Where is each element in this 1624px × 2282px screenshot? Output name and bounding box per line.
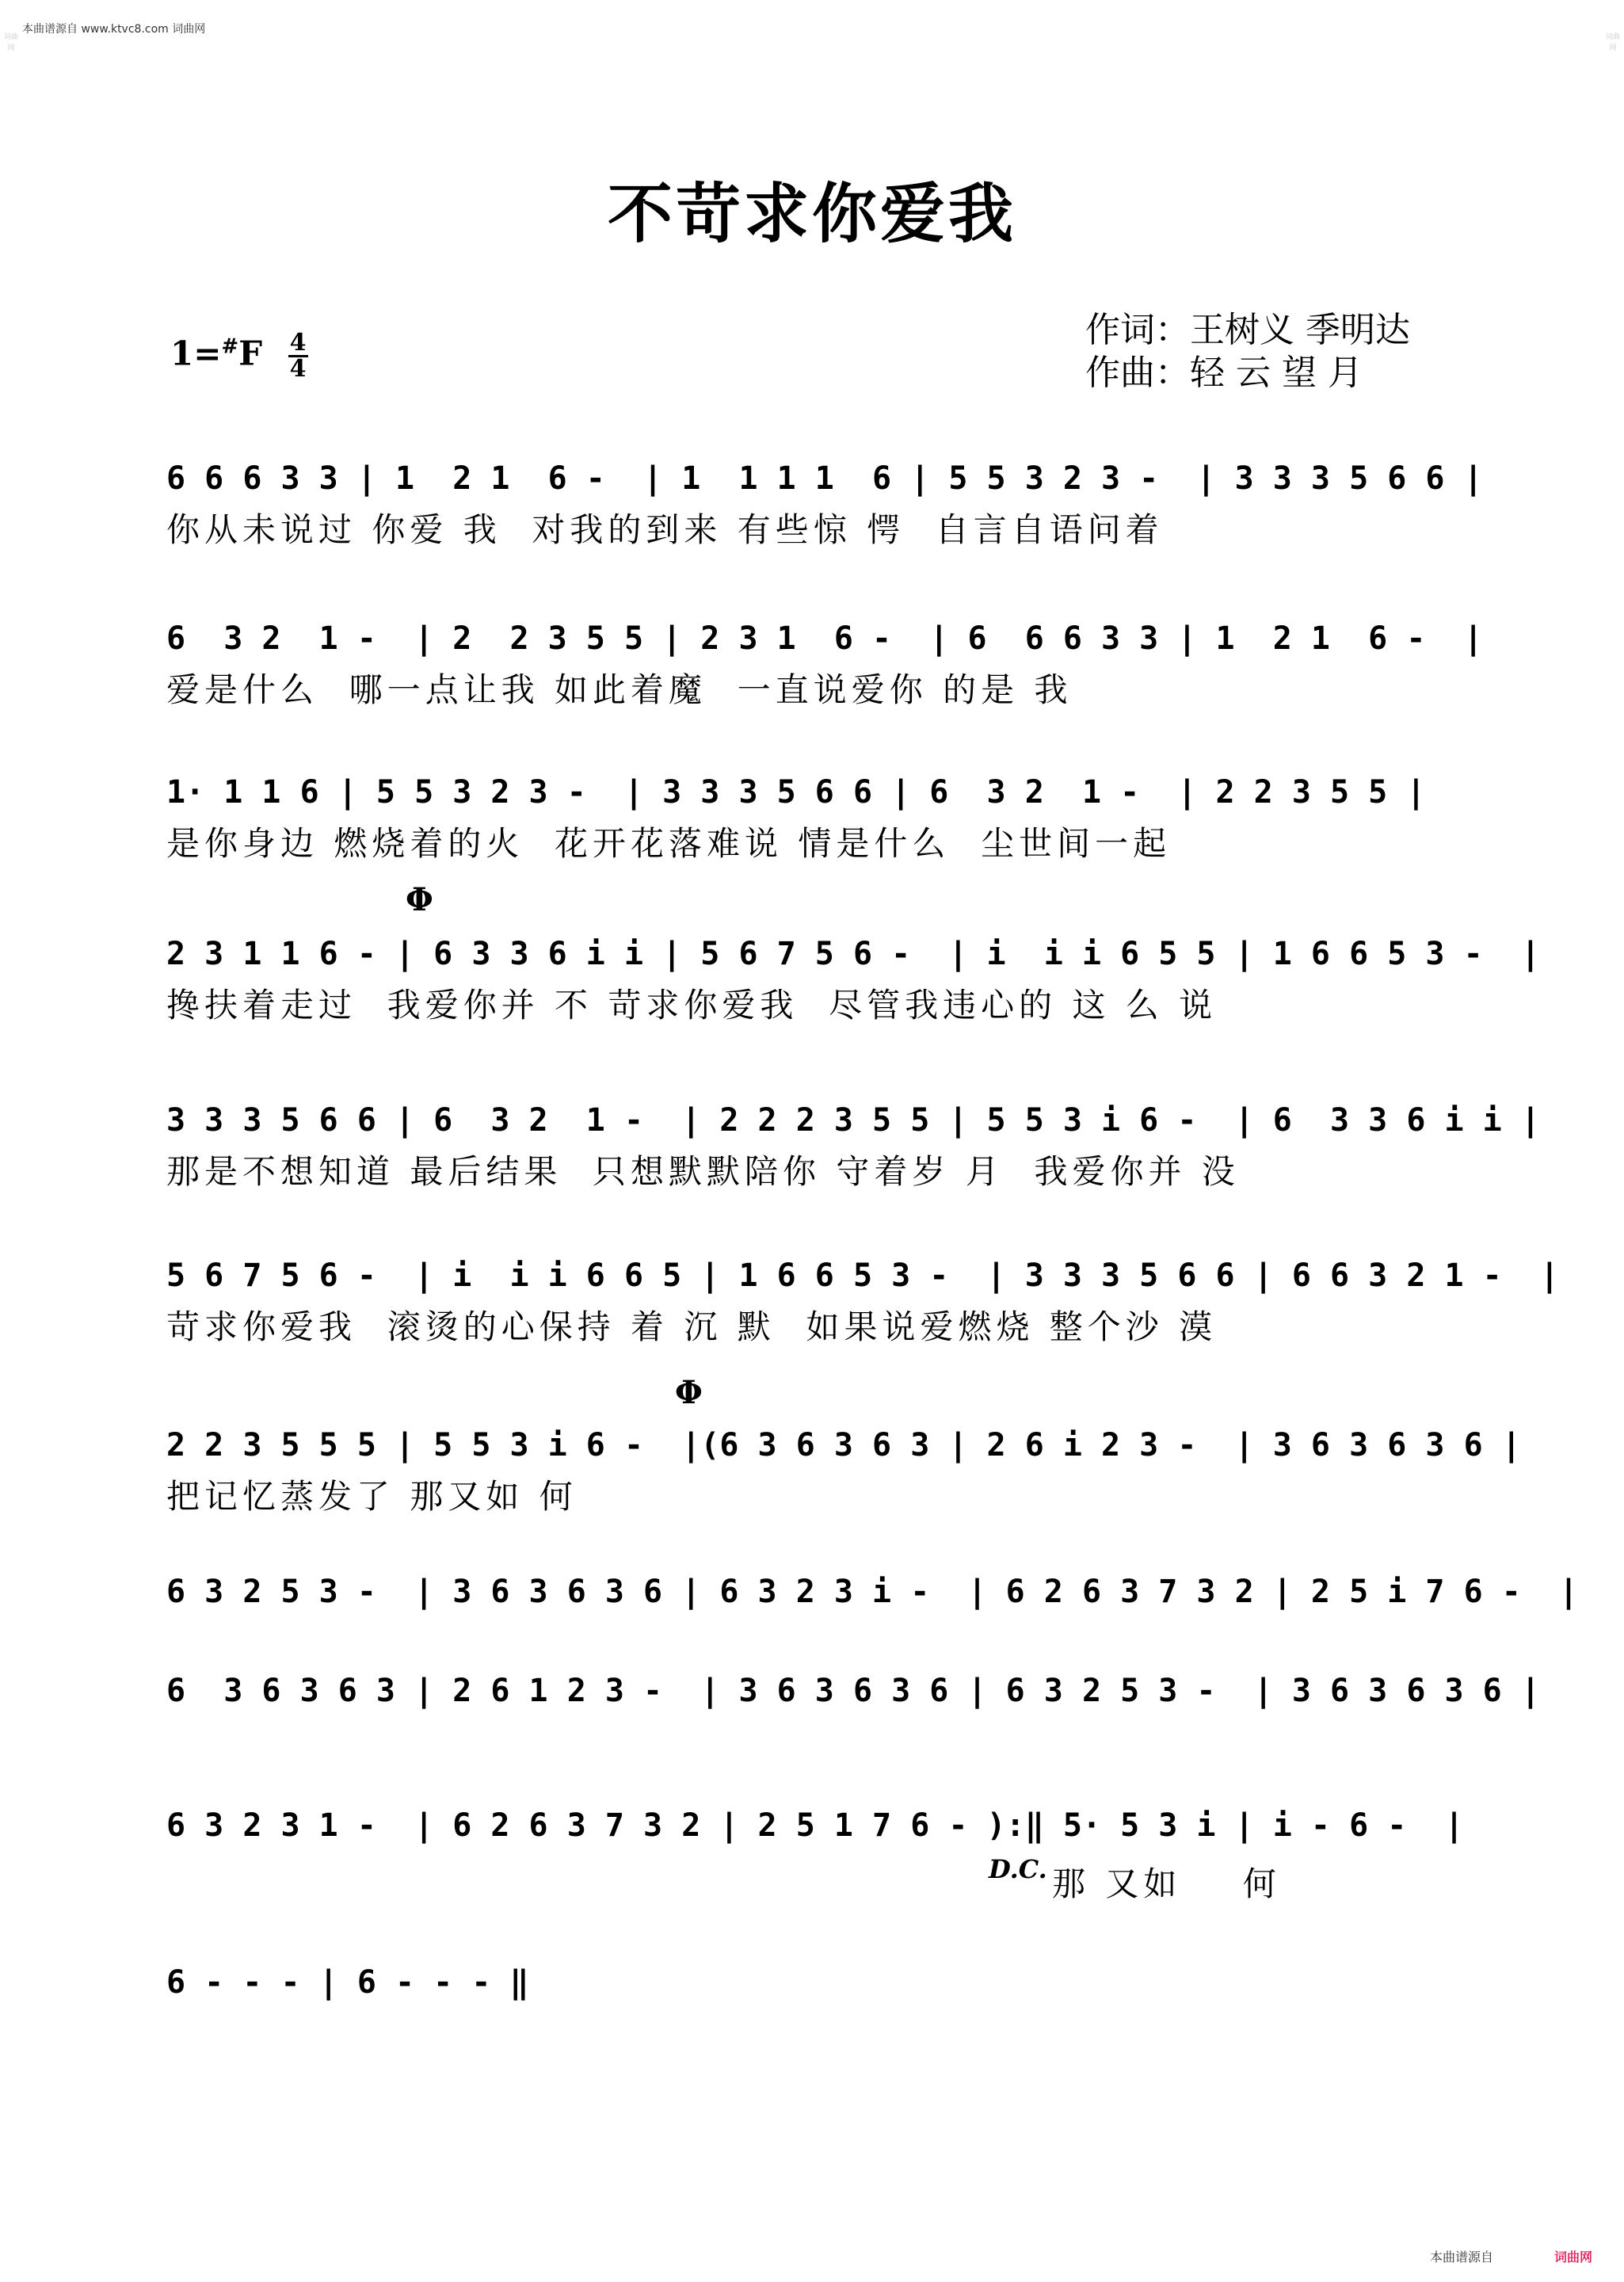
composer-credit: 作曲：轻 云 望 月 bbox=[1085, 353, 1363, 393]
footer-site-logo: 词曲网 bbox=[1554, 2250, 1593, 2265]
notation-line: 6 3 2 1 - | 2 2 3 5 5 | 2 3 1 6 - | 6 6 6 3 3 | 1 2 1 6 - | bbox=[166, 620, 1483, 657]
coda-sign: Φ bbox=[675, 1374, 703, 1411]
notation-line: 6 3 2 5 3 - | 3 6 3 6 3 6 | 6 3 2 3 i - | 6 2 6 3 7 3 2 | 2 5 i 7 6 - | bbox=[166, 1574, 1579, 1610]
lyric-line: 苛求你爱我 滚烫的心保持 着 沉 默 如果说爱燃烧 整个沙 漠 bbox=[166, 1307, 1218, 1346]
right-watermark-strip bbox=[1605, 32, 1621, 2250]
lyric-line: 把记忆蒸发了 那又如 何 bbox=[166, 1477, 578, 1516]
lyric-line: 你从未说过 你爱 我 对我的到来 有些惊 愕 自言自语问着 bbox=[166, 510, 1164, 549]
left-watermark-strip bbox=[3, 32, 19, 2250]
side-watermark-text: 词曲网 bbox=[1605, 33, 1620, 52]
sharp-sign: # bbox=[221, 334, 239, 359]
credits bbox=[1085, 309, 1410, 395]
source-header: 本曲谱源自 www.ktvc8.com 词曲网 bbox=[22, 23, 206, 36]
time-numerator: 4 bbox=[289, 329, 307, 357]
time-denominator: 4 bbox=[289, 355, 307, 383]
coda-sign: Φ bbox=[406, 881, 433, 918]
footer-source-label: 本曲谱源自 bbox=[1430, 2250, 1494, 2265]
lyricist-credit: 作词：王树义 季明达 bbox=[1085, 310, 1410, 350]
dc-marking: D.C. bbox=[989, 1854, 1047, 1884]
notation-line: 6 3 6 3 6 3 | 2 6 1 2 3 - | 3 6 3 6 3 6 | 6 3 2 5 3 - | 3 6 3 6 3 6 | bbox=[166, 1673, 1540, 1709]
key-note: F bbox=[238, 334, 263, 373]
dc-lyric-line: 那 又如 何 bbox=[1052, 1864, 1281, 1903]
time-signature bbox=[288, 331, 308, 381]
notation-line: 1· 1 1 6 | 5 5 3 2 3 - | 3 3 3 5 6 6 | 6 3 2 1 - | 2 2 3 5 5 | bbox=[166, 774, 1426, 811]
side-watermark-text: 词曲网 bbox=[3, 33, 18, 52]
song-title: 不苛求你爱我 bbox=[607, 176, 1016, 252]
lyric-line: 是你身边 燃烧着的火 花开花落难说 情是什么 尘世间一起 bbox=[166, 824, 1172, 863]
notation-line: 6 3 2 3 1 - | 6 2 6 3 7 3 2 | 2 5 1 7 6 - ):‖ 5· 5 3 i | i - 6 - | bbox=[166, 1807, 1464, 1844]
notation-line: 3 3 3 5 6 6 | 6 3 2 1 - | 2 2 2 3 5 5 | 5 5 3 i 6 - | 6 3 3 6 i i | bbox=[166, 1102, 1540, 1139]
key-prefix: 1= bbox=[170, 334, 222, 373]
lyric-line: 搀扶着走过 我爱你并 不 苛求你爱我 尽管我违心的 这 么 说 bbox=[166, 986, 1218, 1025]
notation-line: 6 6 6 3 3 | 1 2 1 6 - | 1 1 1 1 6 | 5 5 3 2 3 - | 3 3 3 5 6 6 | bbox=[166, 460, 1483, 497]
key-signature bbox=[170, 331, 308, 381]
lyric-line: 那是不想知道 最后结果 只想默默陪你 守着岁 月 我爱你并 没 bbox=[166, 1152, 1240, 1191]
notation-line: 2 2 3 5 5 5 | 5 5 3 i 6 - |(6 3 6 3 6 3 | 2 6 i 2 3 - | 3 6 3 6 3 6 | bbox=[166, 1427, 1521, 1463]
notation-line: 2 3 1 1 6 - | 6 3 3 6 i i | 5 6 7 5 6 - | i i i 6 5 5 | 1 6 6 5 3 - | bbox=[166, 936, 1540, 972]
notation-line: 5 6 7 5 6 - | i i i 6 6 5 | 1 6 6 5 3 - | 3 3 3 5 6 6 | 6 6 3 2 1 - | bbox=[166, 1257, 1559, 1294]
lyric-line: 爱是什么 哪一点让我 如此着魔 一直说爱你 的是 我 bbox=[166, 670, 1073, 709]
notation-line: 6 - - - | 6 - - - ‖ bbox=[166, 1964, 529, 2001]
